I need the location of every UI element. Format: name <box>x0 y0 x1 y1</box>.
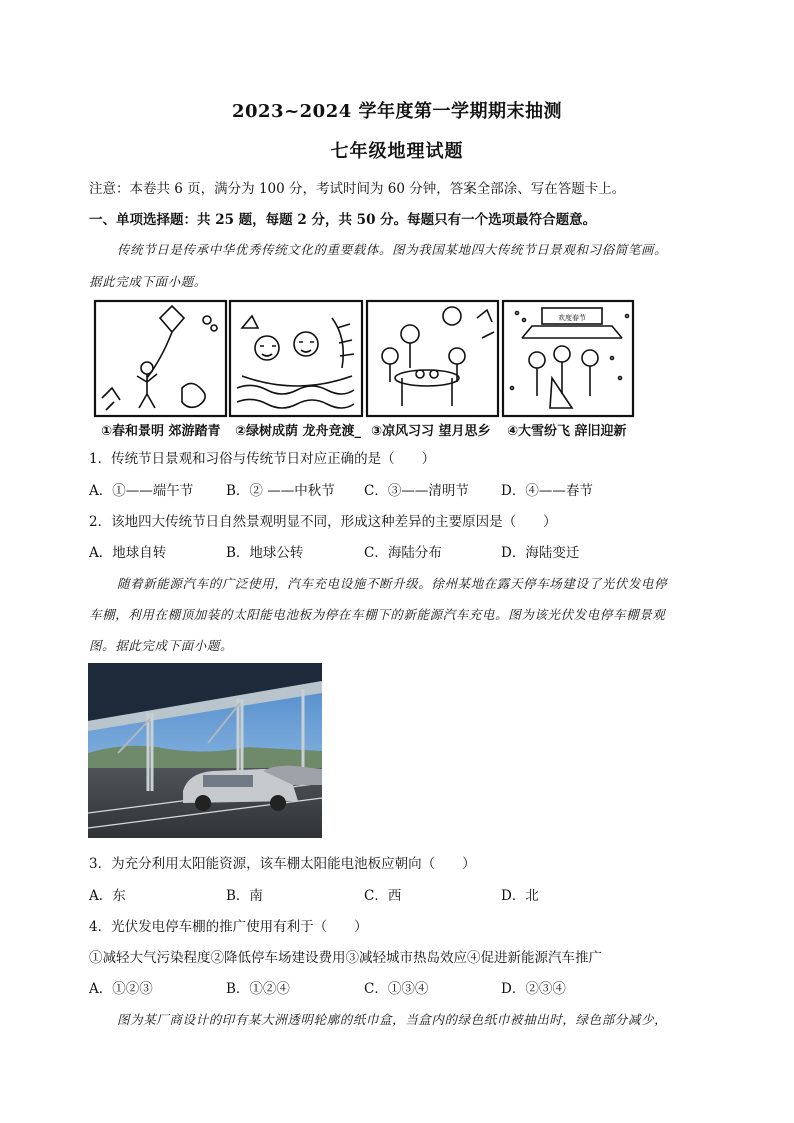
comic-caption-4: ④大雪纷飞 辞旧迎新 <box>507 424 627 439</box>
solar-carport-photo <box>88 663 322 838</box>
q3-option-a: A．东 <box>89 888 126 904</box>
q2-option-d: D．海陆变迁 <box>501 545 580 561</box>
exam-subtitle: 七年级地理试题 <box>330 141 464 162</box>
passage2-line1: 随着新能源汽车的广泛使用，汽车充电设施不断升级。徐州某地在露天停车场建设了光伏发电停 <box>117 576 668 591</box>
q4-option-c: C．①③④ <box>364 981 429 997</box>
q1-option-d: D．④——春节 <box>501 483 593 499</box>
q3-option-d: D．北 <box>501 888 539 904</box>
q3-option-c: C．西 <box>364 888 402 904</box>
spring-festival-sketch <box>511 308 629 408</box>
q4-option-a: A．①②③ <box>89 981 153 997</box>
comic-caption-2: ②绿树成荫 龙舟竞渡_ <box>235 424 362 439</box>
q2-option-b: B．地球公转 <box>226 545 304 561</box>
q1-option-b: B．② ——中秋节 <box>226 483 335 499</box>
passage3-line1: 图为某厂商设计的印有某大洲透明轮廓的纸巾盒，当盒内的绿色纸巾被抽出时，绿色部分减少， <box>117 1012 668 1027</box>
spring-festival-sign: 欢度春节 <box>558 314 586 322</box>
mid-autumn-sketch <box>382 307 494 406</box>
q4-option-b: B．①②④ <box>226 981 290 997</box>
comic-caption-3: ③凉风习习 望月思乡 <box>371 424 491 439</box>
passage1-line2: 据此完成下面小题。 <box>89 274 207 289</box>
dragon-boat-sketch <box>237 316 354 408</box>
q1-option-a: A．①——端午节 <box>89 483 194 499</box>
q4-stem: 4．光伏发电停车棚的推广使用有利于（ ） <box>89 919 368 935</box>
section-heading: 一、单项选择题：共 25 题，每题 2 分，共 50 分。每题只有一个选项最符合题意。 <box>89 212 597 228</box>
q2-option-a: A．地球自转 <box>89 545 167 561</box>
q1-stem: 1．传统节日景观和习俗与传统节日对应正确的是（ ） <box>89 451 436 467</box>
q2-stem: 2．该地四大传统节日自然景观明显不同，形成这种差异的主要原因是（ ） <box>89 514 557 530</box>
q4-statements: ①减轻大气污染程度②降低停车场建设费用③减轻城市热岛效应④促进新能源汽车推广 <box>89 950 602 966</box>
spring-outing-sketch <box>102 306 217 410</box>
q1-option-c: C．③——清明节 <box>364 483 469 499</box>
festival-comic-strip <box>92 298 636 440</box>
comic-caption-1: ①春和景明 郊游踏青 <box>101 424 221 439</box>
passage2-line2: 车棚，利用在棚顶加装的太阳能电池板为停在车棚下的新能源汽车充电。图为该光伏发电停车棚景观 <box>89 607 666 622</box>
q2-option-c: C．海陆分布 <box>364 545 442 561</box>
q4-option-d: D．②③④ <box>501 981 566 997</box>
exam-notice: 注意：本卷共 6 页，满分为 100 分，考试时间为 60 分钟，答案全部涂、写在答题卡上。 <box>89 181 626 197</box>
exam-title: 2023~2024 学年度第一学期期末抽测 <box>231 101 563 122</box>
q3-stem: 3．为充分利用太阳能资源，该车棚太阳能电池板应朝向（ ） <box>89 856 476 872</box>
passage1-line1: 传统节日是传承中华优秀传统文化的重要载体。图为我国某地四大传统节日景观和习俗简笔画。 <box>117 242 668 257</box>
passage2-line3: 图。据此完成下面小题。 <box>89 638 234 653</box>
q3-option-b: B．南 <box>226 888 263 904</box>
